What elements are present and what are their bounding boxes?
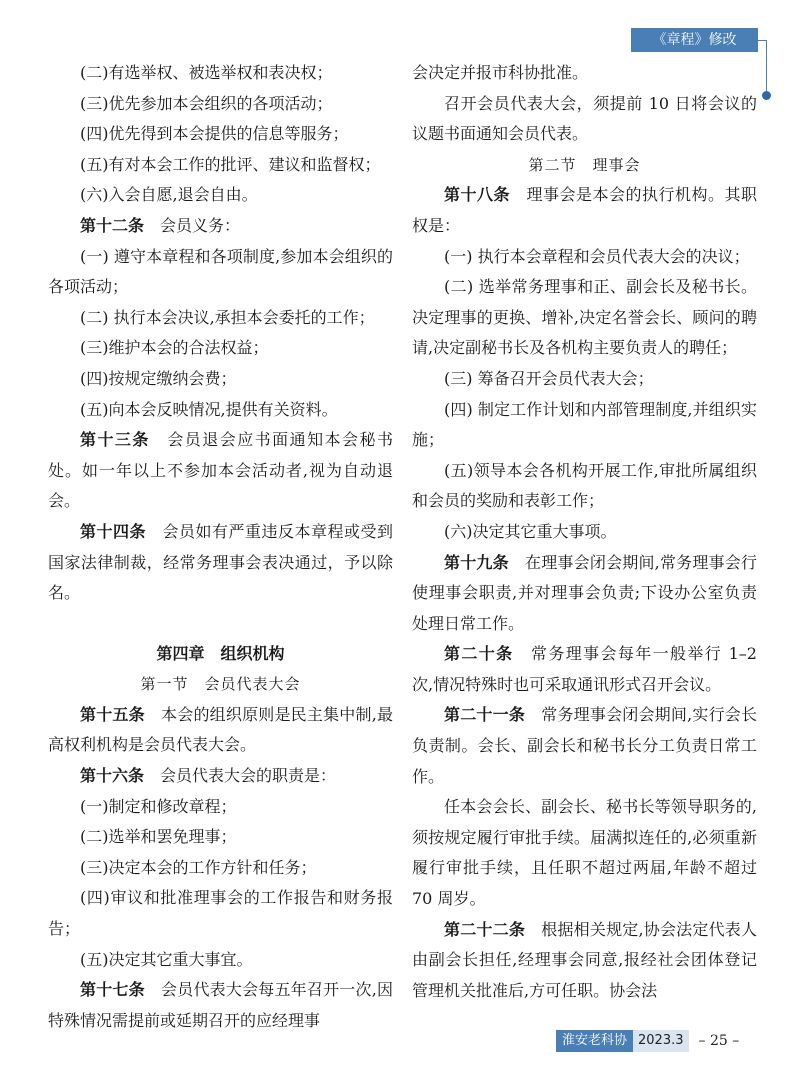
paragraph (412, 272, 757, 364)
paragraph-text: (六)决定其它重大事项。 (444, 521, 617, 541)
paragraph-text: 根据相关规定,协会法定代表人由副会长担任,经理事会同意,报经社会团体登记管理机关批准后,方可任职。协会法 (412, 919, 757, 1000)
paragraph-text: (三)维护本会的合法权益； (80, 338, 269, 358)
chapter-gap (48, 609, 393, 639)
paragraph (48, 853, 393, 884)
paragraph-text: 会员代表大会的职责是： (160, 766, 337, 786)
page-footer (556, 1030, 739, 1052)
paragraph-text: (二) 选举常务理事和正、副会长及秘书长。决定理事的更换、增补,决定名誉会长、顾问的聘请,决定副秘书长及各机构主要负责人的聘任； (412, 277, 757, 358)
paragraph (48, 150, 393, 181)
paragraph-text: (五)向本会反映情况,提供有关资料。 (80, 399, 338, 419)
paragraph (48, 211, 393, 242)
paragraph-text: (一) 执行本会章程和会员代表大会的决议； (444, 246, 750, 266)
paragraph-text: 常务理事会每年一般举行 1–2 次,情况特殊时也可采取通讯形式召开会议。 (412, 644, 757, 694)
paragraph (48, 822, 393, 853)
paragraph-text: (四)审议和批准理事会的工作报告和财务报告； (48, 888, 393, 939)
paragraph-text: (三)决定本会的工作方针和任务； (80, 857, 317, 877)
paragraph (412, 792, 757, 914)
paragraph-text: (六)入会自愿,退会自由。 (80, 185, 258, 205)
left-column (48, 58, 393, 1036)
header-dot (762, 91, 771, 100)
paragraph-text: 在理事会闭会期间,常务理事会行使理事会职责,并对理事会负责;下设办公室负责处理日常工作。 (412, 552, 757, 633)
paragraph (48, 180, 393, 211)
article-number: 第十五条 (80, 704, 145, 724)
paragraph (48, 89, 393, 120)
paragraph (412, 456, 757, 517)
issue-number: 2023.3 (633, 1030, 689, 1052)
page-number: – 25 – (698, 1033, 740, 1049)
article-number: 第十九条 (444, 552, 509, 572)
paragraph (48, 333, 393, 364)
section-tag: 《章程》修改 (631, 28, 758, 52)
article-number: 第十三条 (80, 430, 150, 450)
article-number: 第二十二条 (444, 919, 526, 939)
paragraph (412, 180, 757, 241)
paragraph-text: (五)决定其它重大事宜。 (80, 949, 253, 969)
paragraph (48, 883, 393, 944)
paragraph (412, 915, 757, 1007)
paragraph (48, 58, 393, 89)
right-column (412, 58, 757, 1006)
paragraph (48, 700, 393, 761)
magazine-name: 淮安老科协 (556, 1030, 633, 1052)
article-number: 第十七条 (80, 980, 145, 1000)
paragraph (412, 700, 757, 792)
paragraph (48, 119, 393, 150)
paragraph (48, 975, 393, 1036)
paragraph (48, 242, 393, 303)
article-number: 第二十一条 (444, 705, 526, 725)
paragraph-text: 召开会员代表大会，须提前 10 日将会议的议题书面通知会员代表。 (412, 93, 757, 144)
paragraph (48, 425, 393, 517)
paragraph-text: 会决定并报市科协批准。 (412, 63, 589, 82)
paragraph-text: (三) 筹备召开会员代表大会； (444, 368, 654, 388)
paragraph (412, 364, 757, 395)
paragraph-text: (二)有选举权、被选举权和表决权； (80, 63, 333, 82)
paragraph-text: 会员退会应书面通知本会秘书处。如一年以上不参加本会活动者,视为自动退会。 (48, 430, 393, 511)
paragraph-text: 本会的组织原则是民主集中制,最高权利机构是会员代表大会。 (48, 704, 393, 755)
header-rule-vertical (766, 40, 767, 96)
article-number: 第十四条 (80, 521, 146, 541)
paragraph (412, 395, 757, 456)
paragraph (412, 548, 757, 640)
paragraph-text: (五)有对本会工作的批评、建议和监督权； (80, 154, 381, 174)
paragraph (412, 517, 757, 548)
paragraph-text: (四)按规定缴纳会费； (80, 368, 237, 388)
paragraph (48, 364, 393, 395)
chapter-title: 第四章 组织机构 (156, 643, 285, 663)
article-number: 第十六条 (80, 766, 145, 786)
paragraph-text: (二) 执行本会决议,承担本会委托的工作； (80, 307, 375, 327)
paragraph-text: 任本会会长、副会长、秘书长等领导职务的,须按规定履行审批手续。届满拟连任的,必须重新履行审批手续，且任职不超过两届,年龄不超过 70 周岁。 (412, 797, 757, 909)
paragraph-text: (四) 制定工作计划和内部管理制度,并组织实施； (412, 399, 757, 450)
paragraph-text: 常务理事会闭会期间,实行会长负责制。会长、副会长和秘书长分工负责日常工作。 (412, 705, 757, 786)
paragraph-text: (二)选举和罢免理事； (80, 827, 237, 847)
paragraph-text: (三)优先参加本会组织的各项活动； (80, 93, 333, 113)
paragraph-text: 理事会是本会的执行机构。其职权是： (412, 185, 757, 235)
paragraph-text: 会员代表大会每五年召开一次,因特殊情况需提前或延期召开的应经理事 (48, 980, 393, 1030)
paragraph (48, 945, 393, 976)
paragraph-text: (五)领导本会各机构开展工作,审批所属组织和会员的奖励和表彰工作； (412, 460, 757, 511)
article-number: 第二十条 (444, 644, 514, 664)
left-article-block-1 (48, 58, 393, 609)
paragraph (48, 517, 393, 609)
paragraph-text: (一) 遵守本章程和各项制度,参加本会组织的各项活动； (48, 246, 393, 297)
right-article-block-1 (412, 58, 757, 150)
paragraph (412, 639, 757, 700)
paragraph-text: 会员如有严重违反本章程或受到国家法律制裁，经常务理事会表决通过，予以除名。 (48, 521, 393, 603)
paragraph-text: 会员义务： (160, 215, 241, 235)
paragraph-text: (一)制定和修改章程； (80, 796, 237, 816)
section-title-2: 第二节 理事会 (528, 155, 641, 174)
article-number: 第十八条 (444, 185, 510, 205)
paragraph (48, 303, 393, 334)
paragraph-text: (四)优先得到本会提供的信息等服务； (80, 124, 349, 144)
paragraph (412, 58, 757, 89)
right-article-block-2 (412, 180, 757, 1006)
paragraph (412, 242, 757, 273)
paragraph (48, 395, 393, 426)
paragraph (48, 761, 393, 792)
paragraph (412, 89, 757, 150)
paragraph (48, 792, 393, 823)
section-title-1: 第一节 会员代表大会 (140, 675, 301, 694)
article-number: 第十二条 (80, 215, 145, 235)
left-article-block-2 (48, 700, 393, 1037)
